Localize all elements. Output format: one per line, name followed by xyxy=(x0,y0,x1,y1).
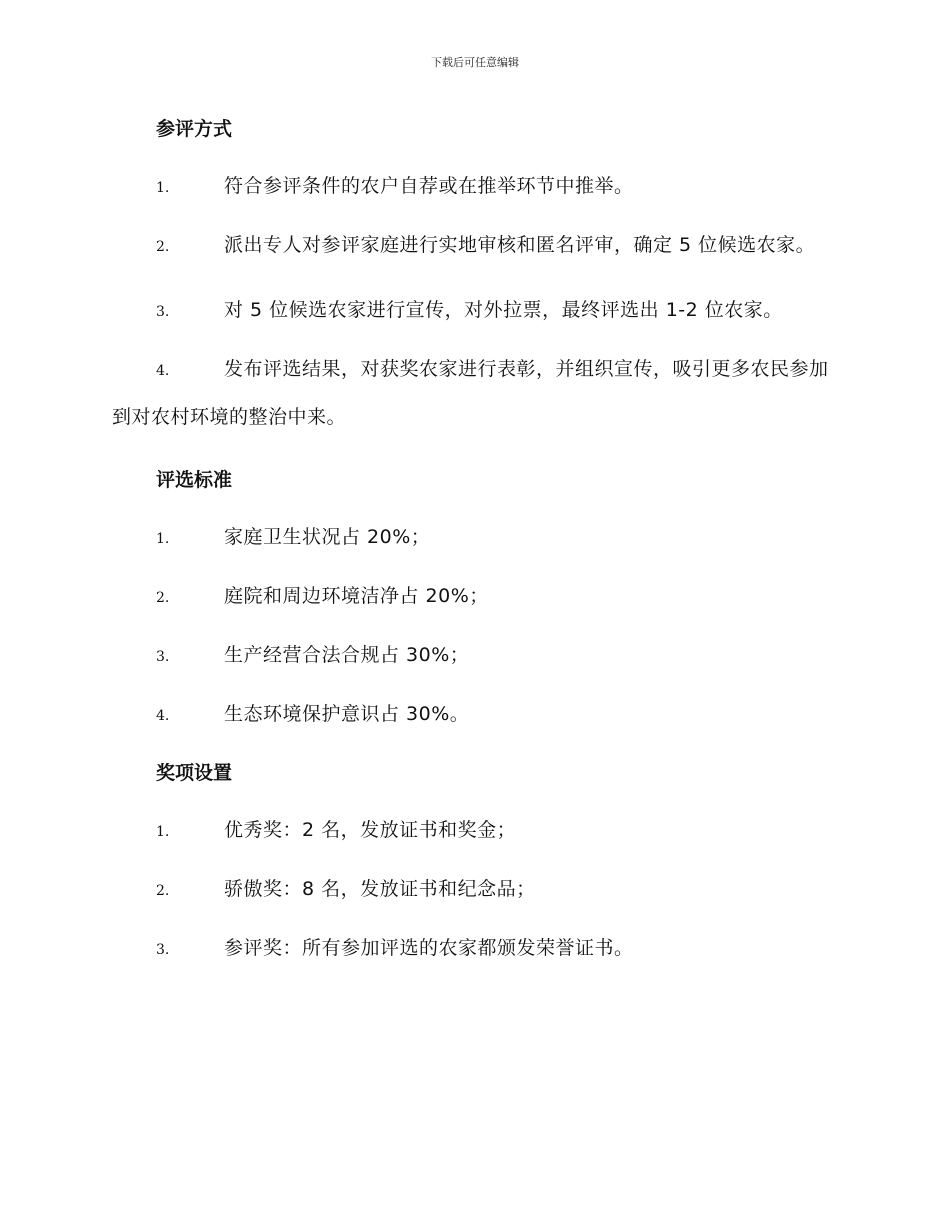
list-item-number: 3. xyxy=(156,942,170,958)
list-item-number: 1. xyxy=(156,824,170,840)
list-item xyxy=(112,346,838,440)
list-item-text: 对 5 位候选农家进行宣传，对外拉票，最终评选出 1-2 位农家。 xyxy=(224,299,783,321)
list-item-number: 2. xyxy=(156,883,170,899)
list-item-number: 2. xyxy=(156,239,170,255)
list-item xyxy=(112,293,838,329)
list-item-number: 1. xyxy=(156,531,170,547)
list-item-number: 2. xyxy=(156,590,170,606)
list-item-number: 3. xyxy=(156,649,170,665)
list-item-text: 生产经营合法合规占 30%； xyxy=(224,644,470,666)
list-item xyxy=(112,638,838,674)
list-item xyxy=(112,169,838,205)
header-note: 下载后可任意编辑 xyxy=(431,56,519,69)
list-item xyxy=(112,872,838,908)
list-item-number: 4. xyxy=(156,708,170,724)
list-item-text: 家庭卫生状况占 20%； xyxy=(224,526,431,548)
section-title-awards: 奖项设置 xyxy=(156,762,233,784)
list-item-number: 3. xyxy=(156,304,170,320)
list-item-number: 1. xyxy=(156,180,170,196)
list-item-text: 骄傲奖：8 名，发放证书和纪念品； xyxy=(224,878,536,900)
list-item xyxy=(112,579,838,615)
list-item-number: 4. xyxy=(156,363,170,379)
list-item-text: 派出专人对参评家庭进行实地审核和匿名评审，确定 5 位候选农家。 xyxy=(224,234,816,256)
list-item-text: 生态环境保护意识占 30%。 xyxy=(224,703,470,725)
list-item-text: 庭院和周边环境洁净占 20%； xyxy=(224,585,489,607)
list-item-text: 参评奖：所有参加评选的农家都颁发荣誉证书。 xyxy=(224,937,634,959)
list-item-text: 发布评选结果，对获奖农家进行表彰，并组织宣传，吸引更多农民参加到对农村环境的整治中来。 xyxy=(112,358,829,428)
list-item-text: 符合参评条件的农户自荐或在推举环节中推举。 xyxy=(224,175,634,197)
section-title-criteria: 评选标准 xyxy=(156,469,233,491)
list-item xyxy=(112,520,838,556)
list-item xyxy=(112,931,838,967)
document-body xyxy=(112,112,838,990)
list-item xyxy=(112,222,838,270)
list-item-text: 优秀奖：2 名，发放证书和奖金； xyxy=(224,819,517,841)
list-item xyxy=(112,813,838,849)
section-title-evaluation-method: 参评方式 xyxy=(156,118,233,140)
list-item xyxy=(112,697,838,733)
